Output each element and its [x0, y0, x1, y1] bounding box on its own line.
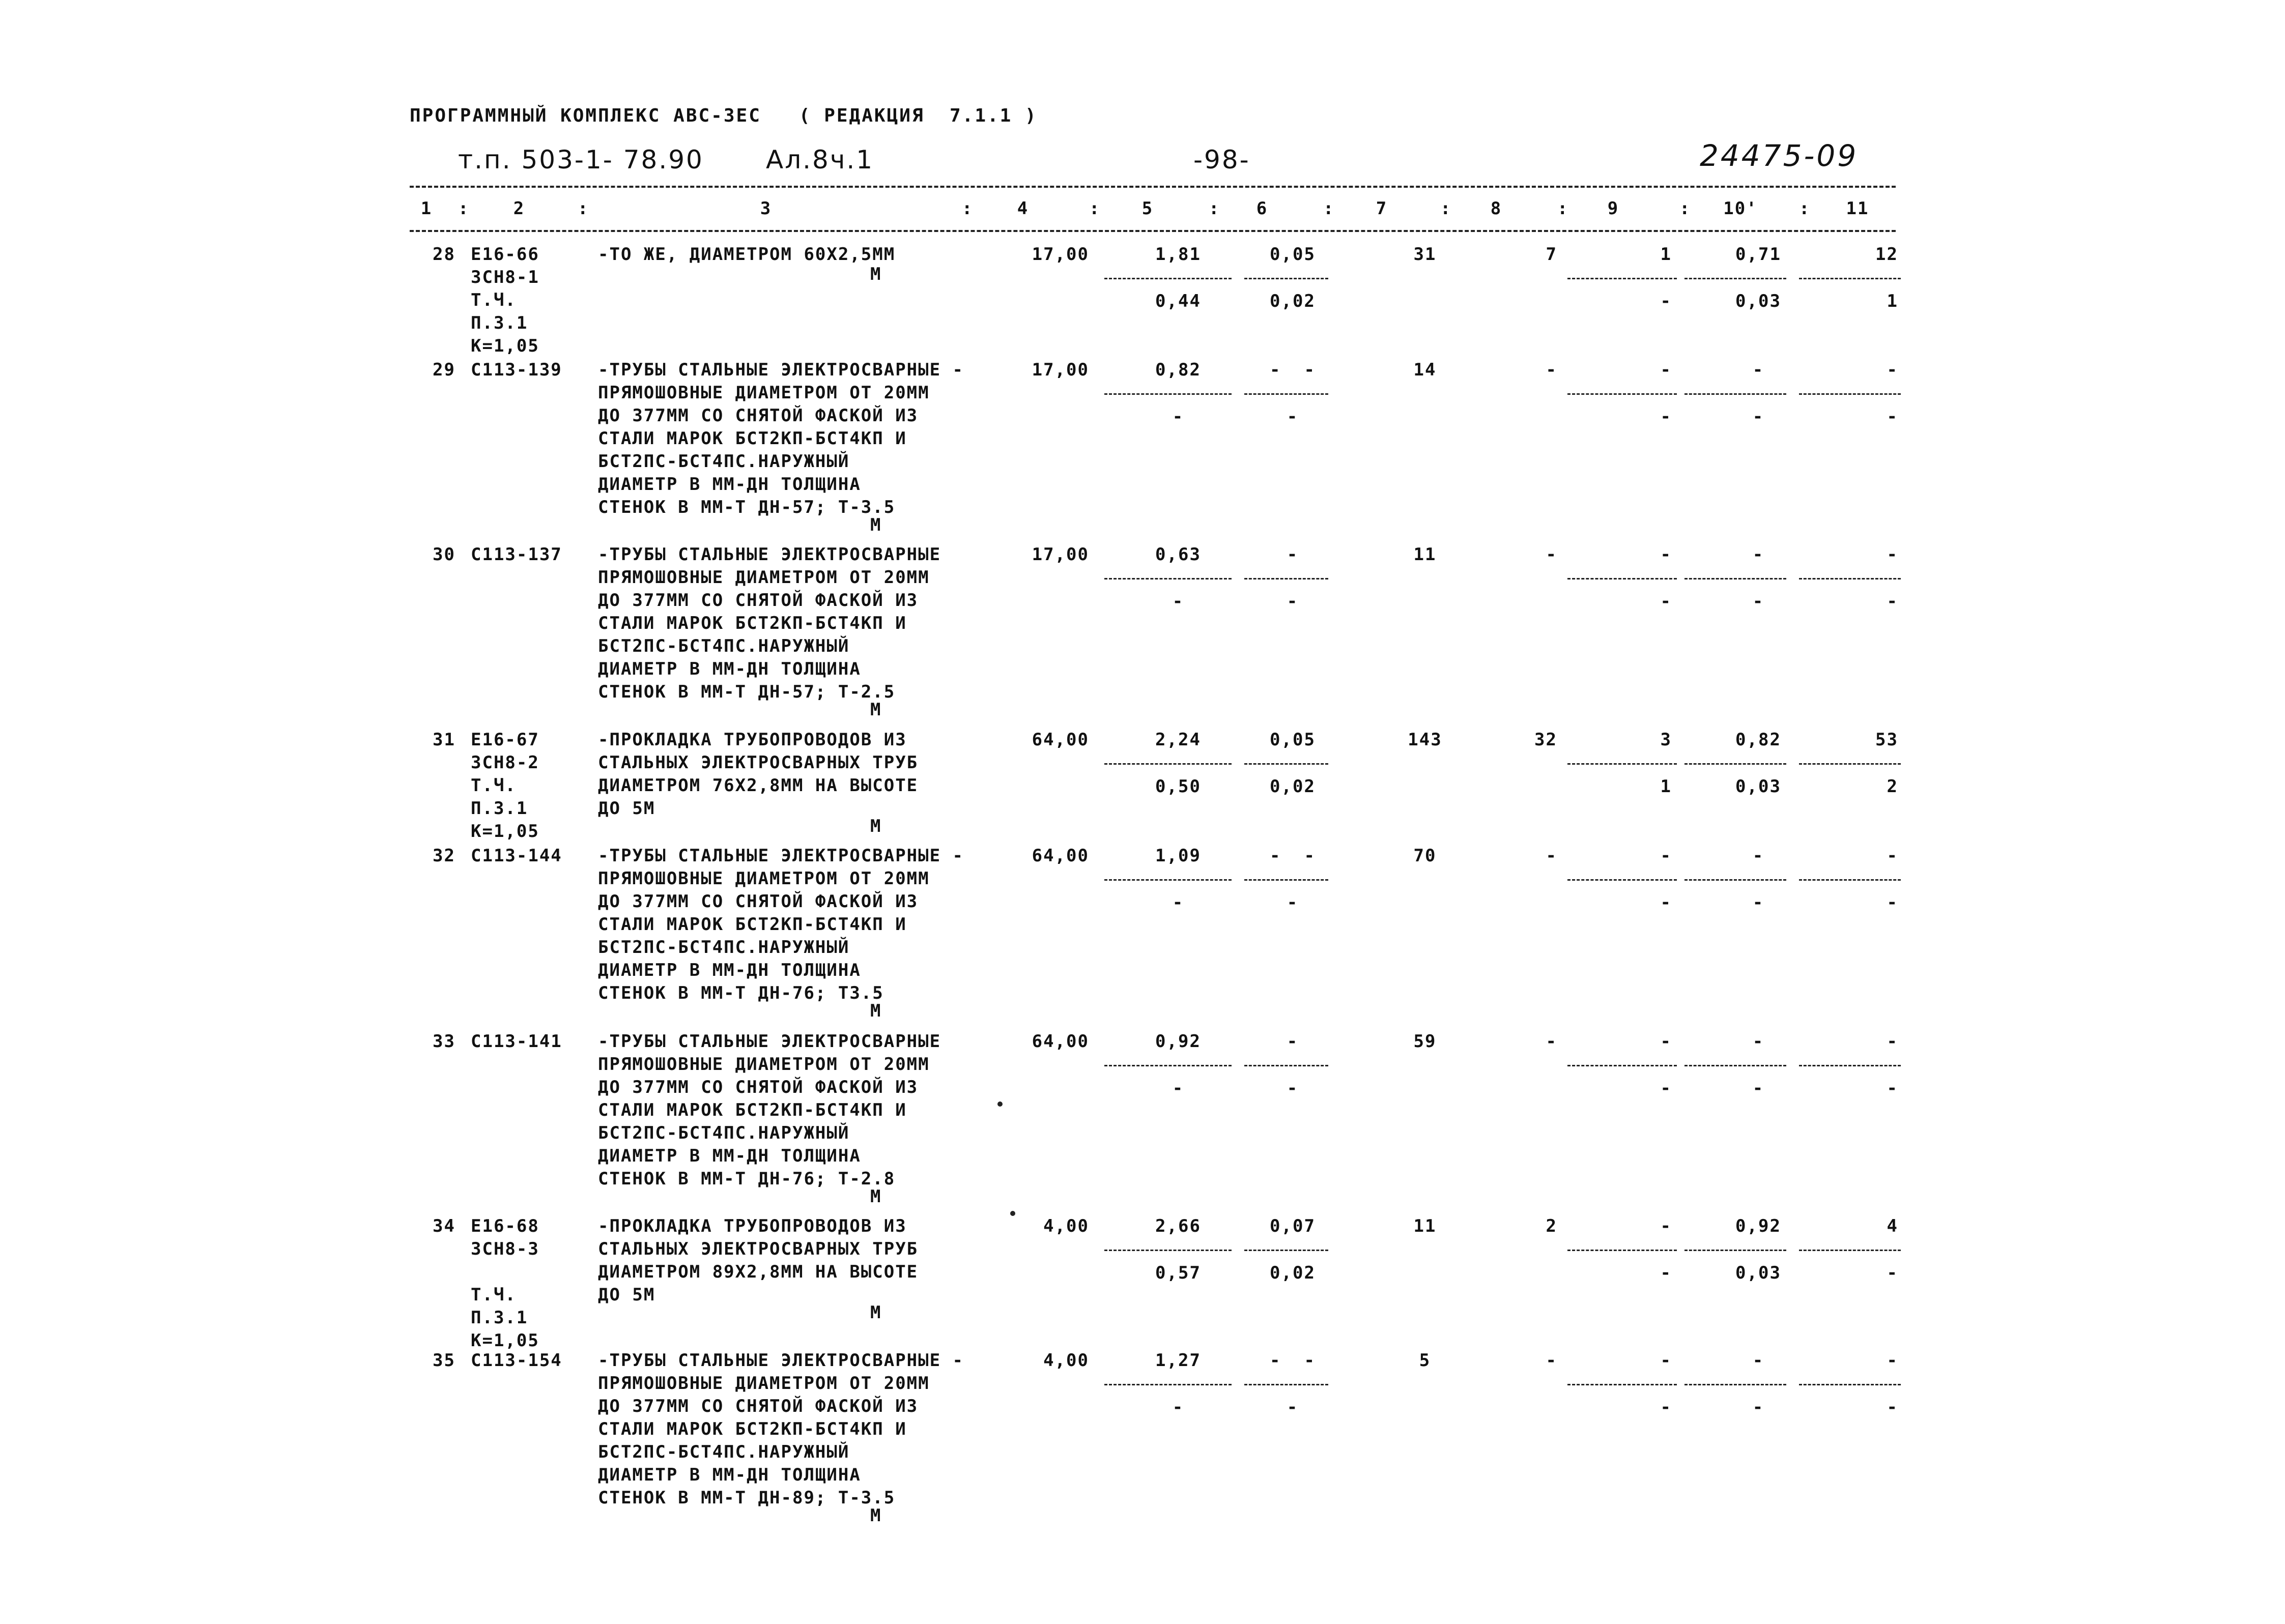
- fraction-rule-c9: [1567, 763, 1677, 765]
- cell-col5: 1,09: [1155, 846, 1201, 866]
- cell-col10: -: [1752, 1350, 1764, 1371]
- cell-col6-lower: 0,02: [1270, 291, 1316, 311]
- cell-col10-lower: 0,03: [1735, 1263, 1781, 1283]
- cell-col4: 17,00: [1032, 244, 1089, 265]
- row-description-line: СТАЛИ МАРОК БСТ2КП-БСТ4КП И: [598, 1419, 907, 1439]
- row-description-line: ПРЯМОШОВНЫЕ ДИАМЕТРОМ ОТ 20ММ: [598, 1373, 930, 1394]
- cell-col9: -: [1660, 1350, 1672, 1371]
- cell-col4: 17,00: [1032, 360, 1089, 380]
- row-description-line: СТАЛИ МАРОК БСТ2КП-БСТ4КП И: [598, 914, 907, 935]
- cell-col11-lower: -: [1887, 1078, 1898, 1098]
- cell-col7: 11: [1413, 544, 1437, 565]
- cell-col11: 53: [1875, 730, 1898, 750]
- cell-col11: -: [1887, 360, 1898, 380]
- cell-col10-lower: 0,03: [1735, 776, 1781, 797]
- cell-col9-lower: -: [1660, 291, 1672, 311]
- cell-col11: -: [1887, 1350, 1898, 1371]
- cell-col9: -: [1660, 360, 1672, 380]
- fraction-rule-c11: [1799, 1250, 1901, 1251]
- fraction-rule-c6: [1244, 1384, 1328, 1385]
- fraction-rule-c9: [1567, 1065, 1677, 1066]
- scan-speck: [1010, 1211, 1015, 1216]
- fraction-rule-c10: [1684, 578, 1786, 579]
- row-number: 31: [433, 730, 455, 750]
- cell-col10-lower: -: [1752, 1397, 1764, 1417]
- cell-col9-lower: -: [1660, 407, 1672, 427]
- row-code-line: С113-139: [471, 360, 562, 380]
- row-description-line: -ТРУБЫ СТАЛЬНЫЕ ЭЛЕКТРОСВАРНЫЕ -: [598, 360, 964, 380]
- cell-col10: -: [1752, 360, 1764, 380]
- cell-col8: -: [1546, 360, 1557, 380]
- document-number: 24475-09: [1700, 138, 1859, 173]
- column-header-6: 6: [1256, 198, 1268, 219]
- row-description-line: СТАЛЬНЫХ ЭЛЕКТРОСВАРНЫХ ТРУБ: [598, 1239, 919, 1259]
- cell-col5-lower: 0,50: [1155, 776, 1201, 797]
- cell-col9: -: [1660, 1216, 1672, 1236]
- fraction-rule-c5: [1104, 393, 1232, 395]
- cell-col6: - -: [1270, 1350, 1316, 1371]
- column-header-9: 9: [1607, 198, 1619, 219]
- cell-col10-lower: -: [1752, 1078, 1764, 1098]
- row-description-line: ПРЯМОШОВНЫЕ ДИАМЕТРОМ ОТ 20ММ: [598, 383, 930, 403]
- cell-col10: -: [1752, 544, 1764, 565]
- row-unit: М: [870, 264, 882, 284]
- cell-col4: 4,00: [1043, 1350, 1089, 1371]
- cell-col10: -: [1752, 1031, 1764, 1052]
- cell-col11: 4: [1887, 1216, 1898, 1236]
- column-header-10: 10': [1723, 198, 1758, 219]
- page-number: -98-: [1193, 145, 1250, 175]
- row-description-line: БСТ2ПС-БСТ4ПС.НАРУЖНЫЙ: [598, 1123, 850, 1143]
- row-code-line: ЗСН8-2: [471, 752, 539, 773]
- cell-col10-lower: -: [1752, 407, 1764, 427]
- cell-col5-lower: -: [1172, 407, 1184, 427]
- row-number: 35: [433, 1350, 455, 1371]
- cell-col9: -: [1660, 544, 1672, 565]
- row-description-line: СТЕНОК В ММ-Т ДН-57; Т-2.5: [598, 682, 896, 702]
- fraction-rule-c6: [1244, 1065, 1328, 1066]
- fraction-rule-c9: [1567, 278, 1677, 279]
- row-description-line: -ПРОКЛАДКА ТРУБОПРОВОДОВ ИЗ: [598, 1216, 907, 1236]
- row-description-line: СТЕНОК В ММ-Т ДН-89; Т-3.5: [598, 1488, 896, 1508]
- column-separator: :: [1799, 198, 1811, 219]
- cell-col6-lower: -: [1287, 1397, 1299, 1417]
- cell-col4: 17,00: [1032, 544, 1089, 565]
- fraction-rule-c9: [1567, 1384, 1677, 1385]
- row-unit: М: [870, 1001, 882, 1021]
- row-description-line: ДО 377ММ СО СНЯТОЙ ФАСКОЙ ИЗ: [598, 1396, 919, 1416]
- fraction-rule-c5: [1104, 1065, 1232, 1066]
- column-header-7: 7: [1376, 198, 1388, 219]
- cell-col11-lower: 2: [1887, 776, 1898, 797]
- cell-col10-lower: 0,03: [1735, 291, 1781, 311]
- cell-col11: -: [1887, 544, 1898, 565]
- row-code-line: Т.Ч.: [471, 290, 517, 310]
- row-description-line: ДИАМЕТРОМ 76Х2,8ММ НА ВЫСОТЕ: [598, 775, 919, 796]
- cell-col6: 0,05: [1270, 244, 1316, 265]
- fraction-rule-c6: [1244, 1250, 1328, 1251]
- cell-col5-lower: -: [1172, 591, 1184, 612]
- cell-col6-lower: 0,02: [1270, 776, 1316, 797]
- row-description-line: ПРЯМОШОВНЫЕ ДИАМЕТРОМ ОТ 20ММ: [598, 1054, 930, 1075]
- cell-col5-lower: -: [1172, 1397, 1184, 1417]
- cell-col5: 1,27: [1155, 1350, 1201, 1371]
- column-separator: :: [1679, 198, 1691, 219]
- row-code-line: Е16-67: [471, 730, 539, 750]
- column-separator: :: [1089, 198, 1101, 219]
- header-rule-bottom: [410, 230, 1896, 232]
- row-number: 30: [433, 544, 455, 565]
- row-code-line: П.3.1: [471, 798, 528, 819]
- row-code-line: Е16-66: [471, 244, 539, 265]
- cell-col6-lower: 0,02: [1270, 1263, 1316, 1283]
- cell-col4: 64,00: [1032, 730, 1089, 750]
- row-code-line: Е16-68: [471, 1216, 539, 1236]
- row-description-line: ДИАМЕТР В ММ-ДН ТОЛЩИНА: [598, 960, 861, 980]
- row-description-line: БСТ2ПС-БСТ4ПС.НАРУЖНЫЙ: [598, 937, 850, 958]
- row-description-line: БСТ2ПС-БСТ4ПС.НАРУЖНЫЙ: [598, 1442, 850, 1462]
- cell-col9: -: [1660, 846, 1672, 866]
- row-description-line: ПРЯМОШОВНЫЕ ДИАМЕТРОМ ОТ 20ММ: [598, 567, 930, 588]
- fraction-rule-c5: [1104, 763, 1232, 765]
- row-description-line: -ТРУБЫ СТАЛЬНЫЕ ЭЛЕКТРОСВАРНЫЕ: [598, 544, 941, 565]
- cell-col9-lower: -: [1660, 892, 1672, 913]
- row-number: 28: [433, 244, 455, 265]
- row-number: 33: [433, 1031, 455, 1052]
- row-number: 32: [433, 846, 455, 866]
- fraction-rule-c11: [1799, 763, 1901, 765]
- cell-col5-lower: -: [1172, 892, 1184, 913]
- cell-col10: 0,82: [1735, 730, 1781, 750]
- fraction-rule-c6: [1244, 879, 1328, 881]
- cell-col8: -: [1546, 1350, 1557, 1371]
- row-code-line: С113-137: [471, 544, 562, 565]
- row-description-line: СТЕНОК В ММ-Т ДН-76; Т3.5: [598, 983, 884, 1003]
- row-unit: М: [870, 515, 882, 535]
- row-unit: М: [870, 700, 882, 720]
- row-description-line: СТАЛЬНЫХ ЭЛЕКТРОСВАРНЫХ ТРУБ: [598, 752, 919, 773]
- cell-col9-lower: -: [1660, 591, 1672, 612]
- cell-col11-lower: -: [1887, 1263, 1898, 1283]
- column-separator: :: [1557, 198, 1569, 219]
- column-header-8: 8: [1490, 198, 1502, 219]
- cell-col8: -: [1546, 544, 1557, 565]
- fraction-rule-c10: [1684, 879, 1786, 881]
- column-header-1: 1: [420, 198, 433, 219]
- cell-col5-lower: 0,44: [1155, 291, 1201, 311]
- fraction-rule-c5: [1104, 879, 1232, 881]
- row-description-line: БСТ2ПС-БСТ4ПС.НАРУЖНЫЙ: [598, 451, 850, 472]
- cell-col11-lower: -: [1887, 407, 1898, 427]
- fraction-rule-c9: [1567, 578, 1677, 579]
- cell-col11: 12: [1875, 244, 1898, 265]
- fraction-rule-c11: [1799, 578, 1901, 579]
- row-number: 29: [433, 360, 455, 380]
- row-code-line: ЗСН8-3: [471, 1239, 539, 1259]
- fraction-rule-c9: [1567, 393, 1677, 395]
- row-code-line: С113-144: [471, 846, 562, 866]
- column-separator: :: [962, 198, 974, 219]
- cell-col5: 2,24: [1155, 730, 1201, 750]
- row-description-line: ДО 5М: [598, 1285, 655, 1305]
- cell-col10: 0,92: [1735, 1216, 1781, 1236]
- cell-col8: 7: [1546, 244, 1557, 265]
- cell-col11-lower: -: [1887, 892, 1898, 913]
- cell-col5-lower: 0,57: [1155, 1263, 1201, 1283]
- row-code-line: П.3.1: [471, 1308, 528, 1328]
- row-unit: М: [870, 816, 882, 836]
- fraction-rule-c5: [1104, 1250, 1232, 1251]
- cell-col9-lower: -: [1660, 1078, 1672, 1098]
- row-description-line: СТАЛИ МАРОК БСТ2КП-БСТ4КП И: [598, 428, 907, 449]
- cell-col10: -: [1752, 846, 1764, 866]
- fraction-rule-c10: [1684, 393, 1786, 395]
- column-header-4: 4: [1017, 198, 1029, 219]
- cell-col9: -: [1660, 1031, 1672, 1052]
- row-description-line: СТЕНОК В ММ-Т ДН-57; Т-3.5: [598, 497, 896, 517]
- cell-col5: 1,81: [1155, 244, 1201, 265]
- fraction-rule-c11: [1799, 1384, 1901, 1385]
- cell-col5: 0,92: [1155, 1031, 1201, 1052]
- cell-col9-lower: 1: [1660, 776, 1672, 797]
- scan-speck: [997, 1101, 1003, 1107]
- cell-col8: -: [1546, 1031, 1557, 1052]
- fraction-rule-c11: [1799, 278, 1901, 279]
- row-description-line: -ТРУБЫ СТАЛЬНЫЕ ЭЛЕКТРОСВАРНЫЕ -: [598, 846, 964, 866]
- cell-col5: 0,63: [1155, 544, 1201, 565]
- row-description-line: ДО 5М: [598, 798, 655, 819]
- cell-col4: 64,00: [1032, 846, 1089, 866]
- row-code-line: ЗСН8-1: [471, 267, 539, 287]
- cell-col8: 2: [1546, 1216, 1557, 1236]
- fraction-rule-c6: [1244, 763, 1328, 765]
- cell-col6-lower: -: [1287, 892, 1299, 913]
- cell-col10-lower: -: [1752, 892, 1764, 913]
- row-description-line: СТАЛИ МАРОК БСТ2КП-БСТ4КП И: [598, 1100, 907, 1120]
- fraction-rule-c11: [1799, 879, 1901, 881]
- row-description-line: ДИАМЕТРОМ 89Х2,8ММ НА ВЫСОТЕ: [598, 1262, 919, 1282]
- cell-col5: 0,82: [1155, 360, 1201, 380]
- cell-col7: 14: [1413, 360, 1437, 380]
- row-description-line: ДО 377ММ СО СНЯТОЙ ФАСКОЙ ИЗ: [598, 1077, 919, 1097]
- album-label: Ал.8ч.1: [766, 145, 874, 175]
- fraction-rule-c5: [1104, 278, 1232, 279]
- row-description-line: -ТО ЖЕ, ДИАМЕТРОМ 60Х2,5ММ: [598, 244, 896, 265]
- fraction-rule-c11: [1799, 1065, 1901, 1066]
- column-header-11: 11: [1846, 198, 1869, 219]
- row-code-line: К=1,05: [471, 336, 539, 356]
- row-description-line: ПРЯМОШОВНЫЕ ДИАМЕТРОМ ОТ 20ММ: [598, 868, 930, 889]
- cell-col6-lower: -: [1287, 407, 1299, 427]
- column-separator: :: [458, 198, 470, 219]
- cell-col8: 32: [1534, 730, 1557, 750]
- cell-col6: -: [1287, 544, 1299, 565]
- fraction-rule-c6: [1244, 578, 1328, 579]
- cell-col4: 4,00: [1043, 1216, 1089, 1236]
- column-separator: :: [1209, 198, 1220, 219]
- fraction-rule-c10: [1684, 1250, 1786, 1251]
- cell-col6: 0,05: [1270, 730, 1316, 750]
- row-description-line: ДИАМЕТР В ММ-ДН ТОЛЩИНА: [598, 1146, 861, 1166]
- cell-col9: 1: [1660, 244, 1672, 265]
- cell-col11: -: [1887, 846, 1898, 866]
- cell-col10: 0,71: [1735, 244, 1781, 265]
- cell-col6-lower: -: [1287, 591, 1299, 612]
- fraction-rule-c10: [1684, 1065, 1786, 1066]
- cell-col11: -: [1887, 1031, 1898, 1052]
- cell-col6: 0,07: [1270, 1216, 1316, 1236]
- row-description-line: СТАЛИ МАРОК БСТ2КП-БСТ4КП И: [598, 613, 907, 633]
- fraction-rule-c5: [1104, 1384, 1232, 1385]
- fraction-rule-c5: [1104, 578, 1232, 579]
- row-unit: М: [870, 1186, 882, 1207]
- column-header-2: 2: [513, 198, 525, 219]
- cell-col8: -: [1546, 846, 1557, 866]
- row-code-line: С113-154: [471, 1350, 562, 1371]
- cell-col9-lower: -: [1660, 1397, 1672, 1417]
- row-description-line: -ТРУБЫ СТАЛЬНЫЕ ЭЛЕКТРОСВАРНЫЕ: [598, 1031, 941, 1052]
- column-header-5: 5: [1141, 198, 1154, 219]
- row-description-line: ДО 377ММ СО СНЯТОЙ ФАСКОЙ ИЗ: [598, 891, 919, 912]
- row-description-line: ДИАМЕТР В ММ-ДН ТОЛЩИНА: [598, 659, 861, 679]
- row-description-line: -ПРОКЛАДКА ТРУБОПРОВОДОВ ИЗ: [598, 730, 907, 750]
- row-code-line: К=1,05: [471, 1330, 539, 1351]
- cell-col11-lower: -: [1887, 1397, 1898, 1417]
- cell-col6: - -: [1270, 360, 1316, 380]
- fraction-rule-c11: [1799, 393, 1901, 395]
- row-description-line: ДО 377ММ СО СНЯТОЙ ФАСКОЙ ИЗ: [598, 590, 919, 611]
- cell-col4: 64,00: [1032, 1031, 1089, 1052]
- column-separator: :: [1323, 198, 1335, 219]
- cell-col7: 31: [1413, 244, 1437, 265]
- cell-col7: 5: [1419, 1350, 1431, 1371]
- fraction-rule-c10: [1684, 278, 1786, 279]
- row-code-line: Т.Ч.: [471, 775, 517, 796]
- cell-col5: 2,66: [1155, 1216, 1201, 1236]
- row-description-line: -ТРУБЫ СТАЛЬНЫЕ ЭЛЕКТРОСВАРНЫЕ -: [598, 1350, 964, 1371]
- row-code-line: К=1,05: [471, 821, 539, 842]
- project-number: т.п. 503-1- 78.90: [458, 145, 704, 175]
- cell-col6: - -: [1270, 846, 1316, 866]
- cell-col6: -: [1287, 1031, 1299, 1052]
- header-rule-top: [410, 186, 1896, 188]
- row-code-line: С113-141: [471, 1031, 562, 1052]
- cell-col7: 143: [1408, 730, 1442, 750]
- fraction-rule-c9: [1567, 879, 1677, 881]
- cell-col7: 11: [1413, 1216, 1437, 1236]
- cell-col10-lower: -: [1752, 591, 1764, 612]
- fraction-rule-c10: [1684, 1384, 1786, 1385]
- fraction-rule-c9: [1567, 1250, 1677, 1251]
- row-unit: М: [870, 1505, 882, 1526]
- cell-col7: 70: [1413, 846, 1437, 866]
- row-description-line: ДО 377ММ СО СНЯТОЙ ФАСКОЙ ИЗ: [598, 405, 919, 426]
- row-description-line: БСТ2ПС-БСТ4ПС.НАРУЖНЫЙ: [598, 636, 850, 656]
- column-separator: :: [1440, 198, 1452, 219]
- row-number: 34: [433, 1216, 455, 1236]
- cell-col9-lower: -: [1660, 1263, 1672, 1283]
- cell-col9: 3: [1660, 730, 1672, 750]
- row-description-line: СТЕНОК В ММ-Т ДН-76; Т-2.8: [598, 1169, 896, 1189]
- cell-col11-lower: 1: [1887, 291, 1898, 311]
- row-description-line: ДИАМЕТР В ММ-ДН ТОЛЩИНА: [598, 474, 861, 495]
- cell-col5-lower: -: [1172, 1078, 1184, 1098]
- row-description-line: ДИАМЕТР В ММ-ДН ТОЛЩИНА: [598, 1465, 861, 1485]
- cell-col7: 59: [1413, 1031, 1437, 1052]
- column-header-3: 3: [760, 198, 772, 219]
- fraction-rule-c6: [1244, 278, 1328, 279]
- fraction-rule-c6: [1244, 393, 1328, 395]
- cell-col11-lower: -: [1887, 591, 1898, 612]
- program-title: ПРОГРАММНЫЙ КОМПЛЕКС АВС-3ЕС ( РЕДАКЦИЯ 7.1.1 ): [410, 105, 1038, 126]
- row-code-line: П.3.1: [471, 313, 528, 333]
- cell-col6-lower: -: [1287, 1078, 1299, 1098]
- column-separator: :: [578, 198, 589, 219]
- row-code-line: Т.Ч.: [471, 1285, 517, 1305]
- row-unit: М: [870, 1302, 882, 1323]
- fraction-rule-c10: [1684, 763, 1786, 765]
